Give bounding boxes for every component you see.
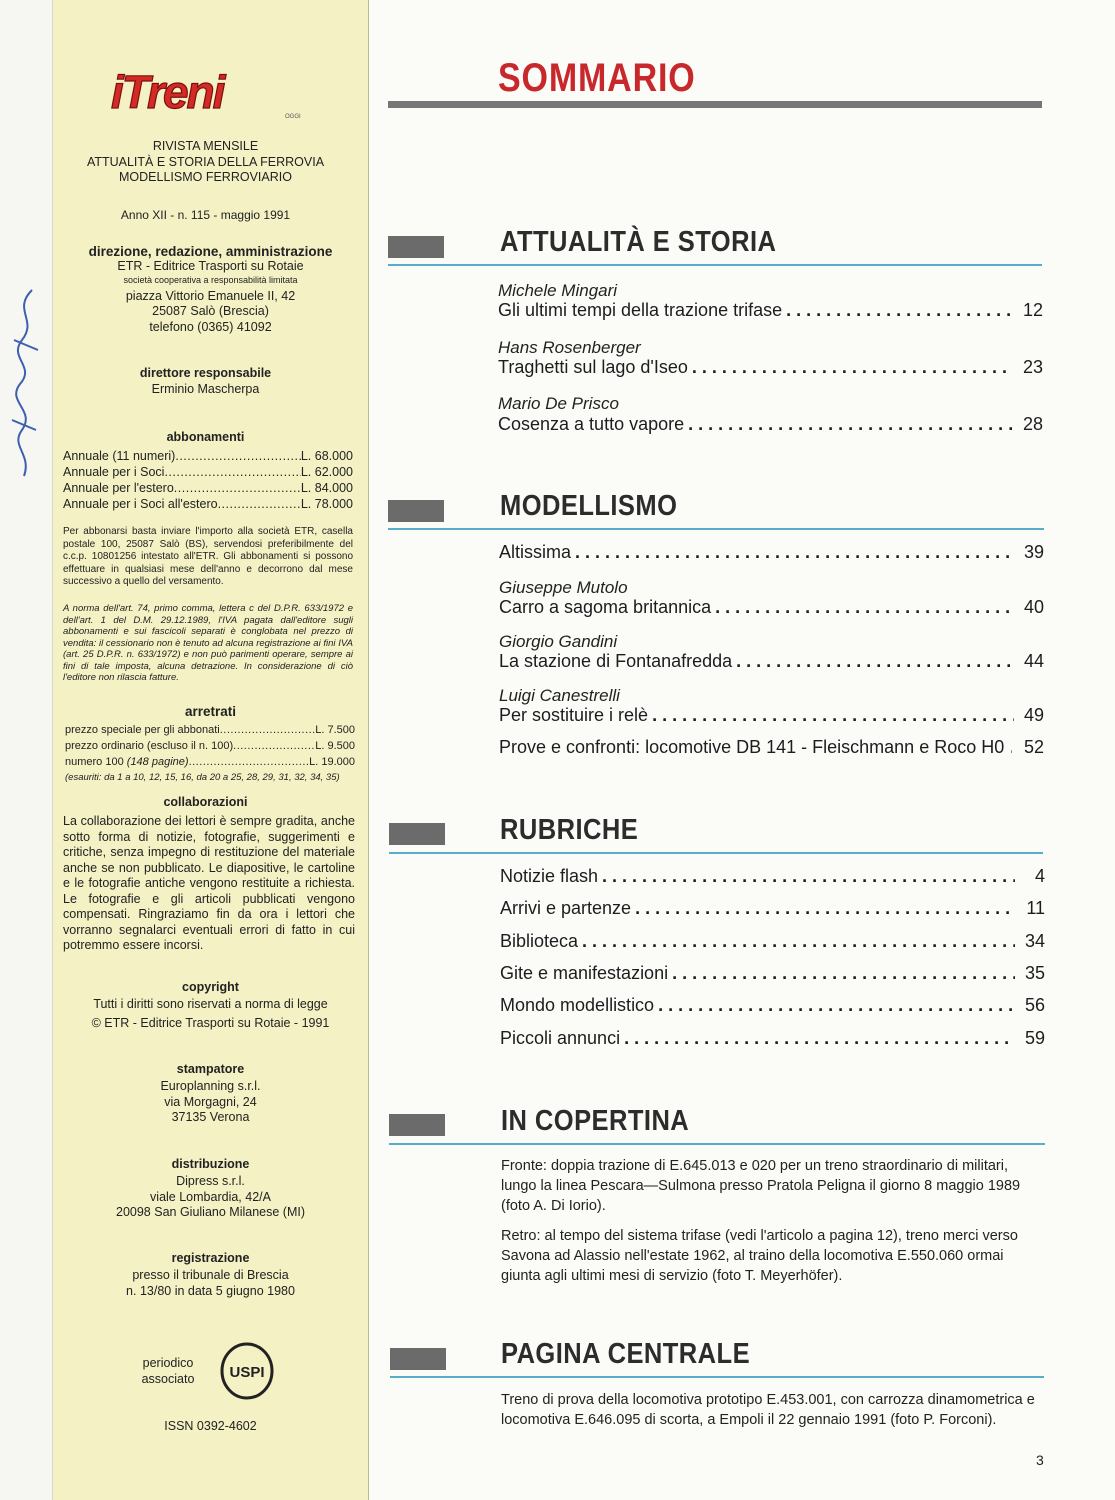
price-row: numero 100 (148 pagine) ..... L. 19.000 (65, 754, 355, 770)
esauriti-note: (esauriti: da 1 a 10, 12, 15, 16, da 20 a 25, 28, 29, 31, 32, 34, 35) (65, 772, 340, 783)
direttore-name: Erminio Mascherpa (151, 382, 260, 396)
distribuzione-line: 20098 San Giuliano Milanese (MI) (116, 1205, 305, 1219)
intro-line: ATTUALITÀ E STORIA DELLA FERROVIA (86, 154, 325, 169)
direzione-line: 25087 Salò (Brescia) (152, 304, 269, 318)
cover-back-text: Retro: al tempo del sistema trifase (vedi l'articolo a pagina 12), treno merci verso Savona ad Alassio nell'estate 1962, al traino della locomotiva E.550.060 ormai giunta agli ultimi mesi di servizio (foto T. Meyerhöfer). (501, 1228, 1018, 1284)
stampatore-line: 37135 Verona (171, 1110, 250, 1124)
section-rule (389, 852, 1043, 854)
toc-entry: Biblioteca . . . 34 (500, 931, 1045, 952)
toc-entry: Prove e confronti: locomotive DB 141 - Fleischmann e Roco H0 . . . 52 (499, 737, 1044, 758)
toc-author: Hans Rosenberger (498, 338, 641, 357)
copyright-line: Tutti i diritti sono riservati a norma di legge (93, 997, 328, 1011)
stampatore-line: via Morgagni, 24 (164, 1094, 257, 1109)
direzione-line: società cooperativa a responsabilità limitata (123, 274, 298, 285)
toc-entry: Gli ultimi tempi della trazione trifase . . . 12 (498, 300, 1043, 321)
price-row: Annuale per i Soci all'estero ..... L. 78.000 (63, 496, 353, 512)
collaborazioni-heading: collaborazioni (163, 795, 248, 809)
cover-front-text: Fronte: doppia trazione di E.645.013 e 020 per un treno straordinario di militari, lungo la linea Pescara—Sulmona presso Pratola Peligna il giorno 8 maggio 1989 (foto A. Di Iorio). (501, 1158, 1021, 1214)
section-bar (388, 236, 444, 258)
page-number: 3 (1036, 1452, 1044, 1468)
arretrati-heading: arretrati (184, 704, 237, 719)
copyright-heading: copyright (182, 980, 239, 994)
price-row: Annuale (11 numeri) ..... L. 68.000 (63, 448, 353, 464)
price-row: prezzo ordinario (escluso il n. 100) ..... L. 9.500 (65, 738, 355, 754)
toc-author: Luigi Canestrelli (499, 686, 620, 705)
centrale-text: Treno di prova della locomotiva prototipo E.453.001, con carrozza dinamometrica e locomotiva E.646.095 di scorta, a Empoli il 22 gennaio 1991 (foto P. Forconi). (501, 1392, 1035, 1428)
stampatore-line: Europlanning s.r.l. (160, 1079, 261, 1093)
section-bar (389, 1114, 445, 1136)
registrazione-heading: registrazione (171, 1251, 250, 1265)
direttore-block (53, 366, 358, 398)
direttore-heading: direttore responsabile (139, 366, 272, 380)
toc-entry: Cosenza a tutto vapore . . . 28 (498, 414, 1043, 435)
toc-entry: Per sostituire i relè . . . 49 (499, 705, 1044, 726)
periodico-line: associato (141, 1371, 195, 1386)
title-rule (388, 101, 1042, 108)
toc-entry: Arrivi e partenze . . . 11 (500, 898, 1045, 919)
price-row: Annuale per i Soci ..... L. 62.000 (63, 464, 353, 480)
toc-author: Michele Mingari (498, 281, 618, 300)
toc-author: Giorgio Gandini (499, 632, 618, 651)
page-edge (0, 0, 53, 1500)
section-rule (389, 1143, 1045, 1145)
logo-sub: OGGI (285, 114, 301, 120)
toc-entry: La stazione di Fontanafredda . . . 44 (499, 651, 1044, 672)
abbonamenti-heading: abbonamenti (166, 430, 245, 444)
distribuzione-heading: distribuzione (171, 1157, 250, 1171)
issn: ISSN 0392-4602 (164, 1419, 257, 1433)
direzione-block (53, 244, 368, 335)
handwritten-signature (2, 280, 50, 500)
section-bar (390, 1348, 446, 1370)
distribuzione-line: Dipress s.r.l. (176, 1174, 245, 1188)
distribuzione-line: viale Lombardia, 42/A (150, 1189, 271, 1204)
registrazione-line: n. 13/80 in data 5 giugno 1980 (126, 1283, 295, 1298)
stampatore-heading: stampatore (176, 1062, 245, 1076)
copyright-block (53, 980, 368, 1031)
section-rule (388, 264, 1042, 266)
toc-entry: Carro a sagoma britannica . . . 40 (499, 597, 1044, 618)
periodico-associato (123, 1356, 213, 1387)
intro-line: RIVISTA MENSILE (152, 139, 259, 153)
iva-note: A norma dell'art. 74, primo comma, lettera c del D.P.R. 633/1972 e dell'art. 1 del D.M. 29.12.1989, l'IVA pagata dall'editore sugli abbonamenti e sui fascicoli separati è conglobata nel prezzo di vendita: il cessionario non è tenuto ad alcuna registrazione ai fini IVA (art. 25 D.P.R. n. 633/1972) e non può parimenti operare, sempre ai fini di tale imposta, alcuna detrazione. In considerazione di ciò l'editore non rilascia fatture. (63, 603, 353, 683)
copyright-line: © ETR - Editrice Trasporti su Rotaie - 1991 (91, 1015, 330, 1030)
toc-entry: Altissima . . . 39 (499, 542, 1044, 563)
registrazione-line: presso il tribunale di Brescia (132, 1268, 289, 1282)
direzione-line: ETR - Editrice Trasporti su Rotaie (117, 259, 304, 273)
section-title-modellismo: MODELLISMO (500, 490, 678, 522)
arretrati-list (65, 722, 355, 770)
section-title-copertina: IN COPERTINA (501, 1105, 690, 1137)
magazine-intro (53, 139, 358, 186)
itreni-logo (107, 66, 307, 122)
direzione-line: piazza Vittorio Emanuele II, 42 (125, 288, 296, 303)
intro-line: MODELLISMO FERROVIARIO (119, 170, 292, 184)
uspi-text: USPI (229, 1364, 265, 1381)
collaborazioni-text: La collaborazione dei lettori è sempre gradita, anche sotto forma di notizie, fotografie, suggerimenti e critiche, senza impegno di restituzione del materiale anche se non pubblicato. Le diapositive, le cartoline e le fotografie antiche vengono restituite a richiesta. Le fotografie e gli articoli pubblicati vengono compensati. Ringraziamo fin da ora i lettori che vorranno segnalarci eventuali errori di fatto in cui potremmo essere incorsi. (63, 814, 355, 952)
price-row: Annuale per l'estero ..... L. 84.000 (63, 480, 353, 496)
section-bar (389, 823, 445, 845)
section-title-rubriche: RUBRICHE (500, 814, 639, 846)
toc-entry: Gite e manifestazioni . . . 35 (500, 963, 1045, 984)
registrazione-block (53, 1251, 368, 1299)
distribuzione-block (53, 1157, 368, 1221)
page-title: SOMMARIO (498, 56, 696, 100)
toc-author: Giuseppe Mutolo (499, 578, 628, 597)
section-bar (388, 500, 444, 522)
toc-entry: Piccoli annunci . . . 59 (500, 1028, 1045, 1049)
direzione-line: telefono (0365) 41092 (149, 319, 272, 334)
logo-text: iTreni (111, 66, 224, 118)
periodico-line: periodico (142, 1356, 194, 1370)
issue-info: Anno XII - n. 115 - maggio 1991 (120, 208, 291, 222)
uspi-logo (219, 1342, 275, 1400)
abbonamenti-note: Per abbonarsi basta inviare l'importo alla società ETR, casella postale 100, 25087 Salò (BS), servendosi preferibilmente del c.c.p. 10801256 intestato all'ETR. Gli abbonamenti si possono effettuare in qualsiasi mese dell'anno e decorrono dal mese successivo a quello del versamento. (63, 526, 353, 587)
toc-entry: Notizie flash . . . 4 (500, 866, 1045, 887)
section-title-centrale: PAGINA CENTRALE (501, 1338, 751, 1370)
abbonamenti-list (63, 448, 353, 512)
section-rule (390, 1376, 1044, 1378)
toc-entry: Traghetti sul lago d'Iseo . . . 23 (498, 357, 1043, 378)
masthead-sidebar (53, 0, 369, 1500)
toc-entry: Mondo modellistico . . . 56 (500, 995, 1045, 1016)
stampatore-block (53, 1062, 368, 1126)
section-title-attualita: ATTUALITÀ E STORIA (500, 226, 777, 258)
direzione-heading: direzione, redazione, amministrazione (88, 244, 333, 259)
price-row: prezzo speciale per gli abbonati ..... L. 7.500 (65, 722, 355, 738)
toc-author: Mario De Prisco (498, 394, 619, 413)
section-rule (388, 528, 1044, 530)
